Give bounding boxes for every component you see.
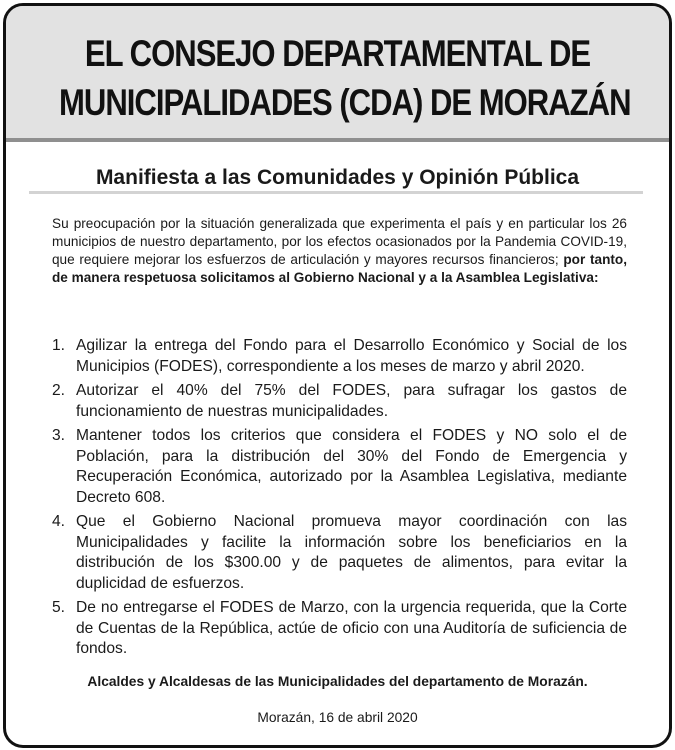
signature: Alcaldes y Alcaldesas de las Municipalidades del departamento de Morazán.	[87, 674, 588, 689]
headline-line-1: EL CONSEJO DEPARTAMENTAL DE	[84, 33, 591, 74]
list-item-text: Autorizar el 40% del 75% del FODES, para sufragar los gastos de funcionamiento de nuestras municipalidades.	[76, 382, 627, 420]
list-item-number: 4.	[52, 513, 66, 530]
list-item	[52, 336, 627, 377]
list-item	[52, 381, 627, 422]
list-item-number: 1.	[52, 337, 66, 354]
intro-text: Su preocupación por la situación generalizada que experimenta el país y en particular los 26 municipios de nuestro departamento, por los efectos ocasionados por la Pandemia COVID-19, que requiere mejorar los esfuerzos de articulación y mayores recursos financieros;	[52, 216, 627, 267]
date-line: Morazán, 16 de abril 2020	[257, 710, 418, 725]
list-item-number: 3.	[52, 427, 66, 444]
headline-line-2: MUNICIPALIDADES (CDA) DE MORAZÁN	[59, 82, 631, 123]
header-banner	[6, 6, 669, 142]
list-item	[52, 598, 627, 660]
list-item-number: 5.	[52, 599, 66, 616]
subtitle: Manifiesta a las Comunidades y Opinión Pública	[95, 166, 580, 189]
subtitle-underline	[29, 191, 643, 194]
list-item	[52, 426, 627, 508]
intro-emphasis: por tanto, de manera respetuosa solicitamos al Gobierno Nacional y a la Asamblea Legislativa:	[52, 252, 627, 285]
intro-paragraph	[52, 215, 627, 287]
list-item-text: Agilizar la entrega del Fondo para el Desarrollo Económico y Social de los Municipios (FODES), correspondiente a los meses de marzo y abril 2020.	[76, 337, 627, 375]
list-item	[52, 512, 627, 594]
list-item-text: De no entregarse el FODES de Marzo, con la urgencia requerida, que la Corte de Cuentas de la República, actúe de oficio con una Auditoría de suficiencia de fondos.	[76, 599, 627, 657]
list-item-text: Que el Gobierno Nacional promueva mayor coordinación con las Municipalidades y facilite la información sobre los beneficiarios en la distribución de los $300.00 y de paquetes de alimentos, para evitar la duplicidad de esfuerzos.	[76, 513, 627, 592]
list-item-text: Mantener todos los criterios que considera el FODES y NO solo el de Población, para la distribución del 30% del Fondo de Emergencia y Recuperación Económica, autorizado por la Asamblea Legislativa, mediante Decreto 608.	[76, 427, 627, 506]
request-list	[52, 336, 627, 664]
list-item-number: 2.	[52, 382, 66, 399]
